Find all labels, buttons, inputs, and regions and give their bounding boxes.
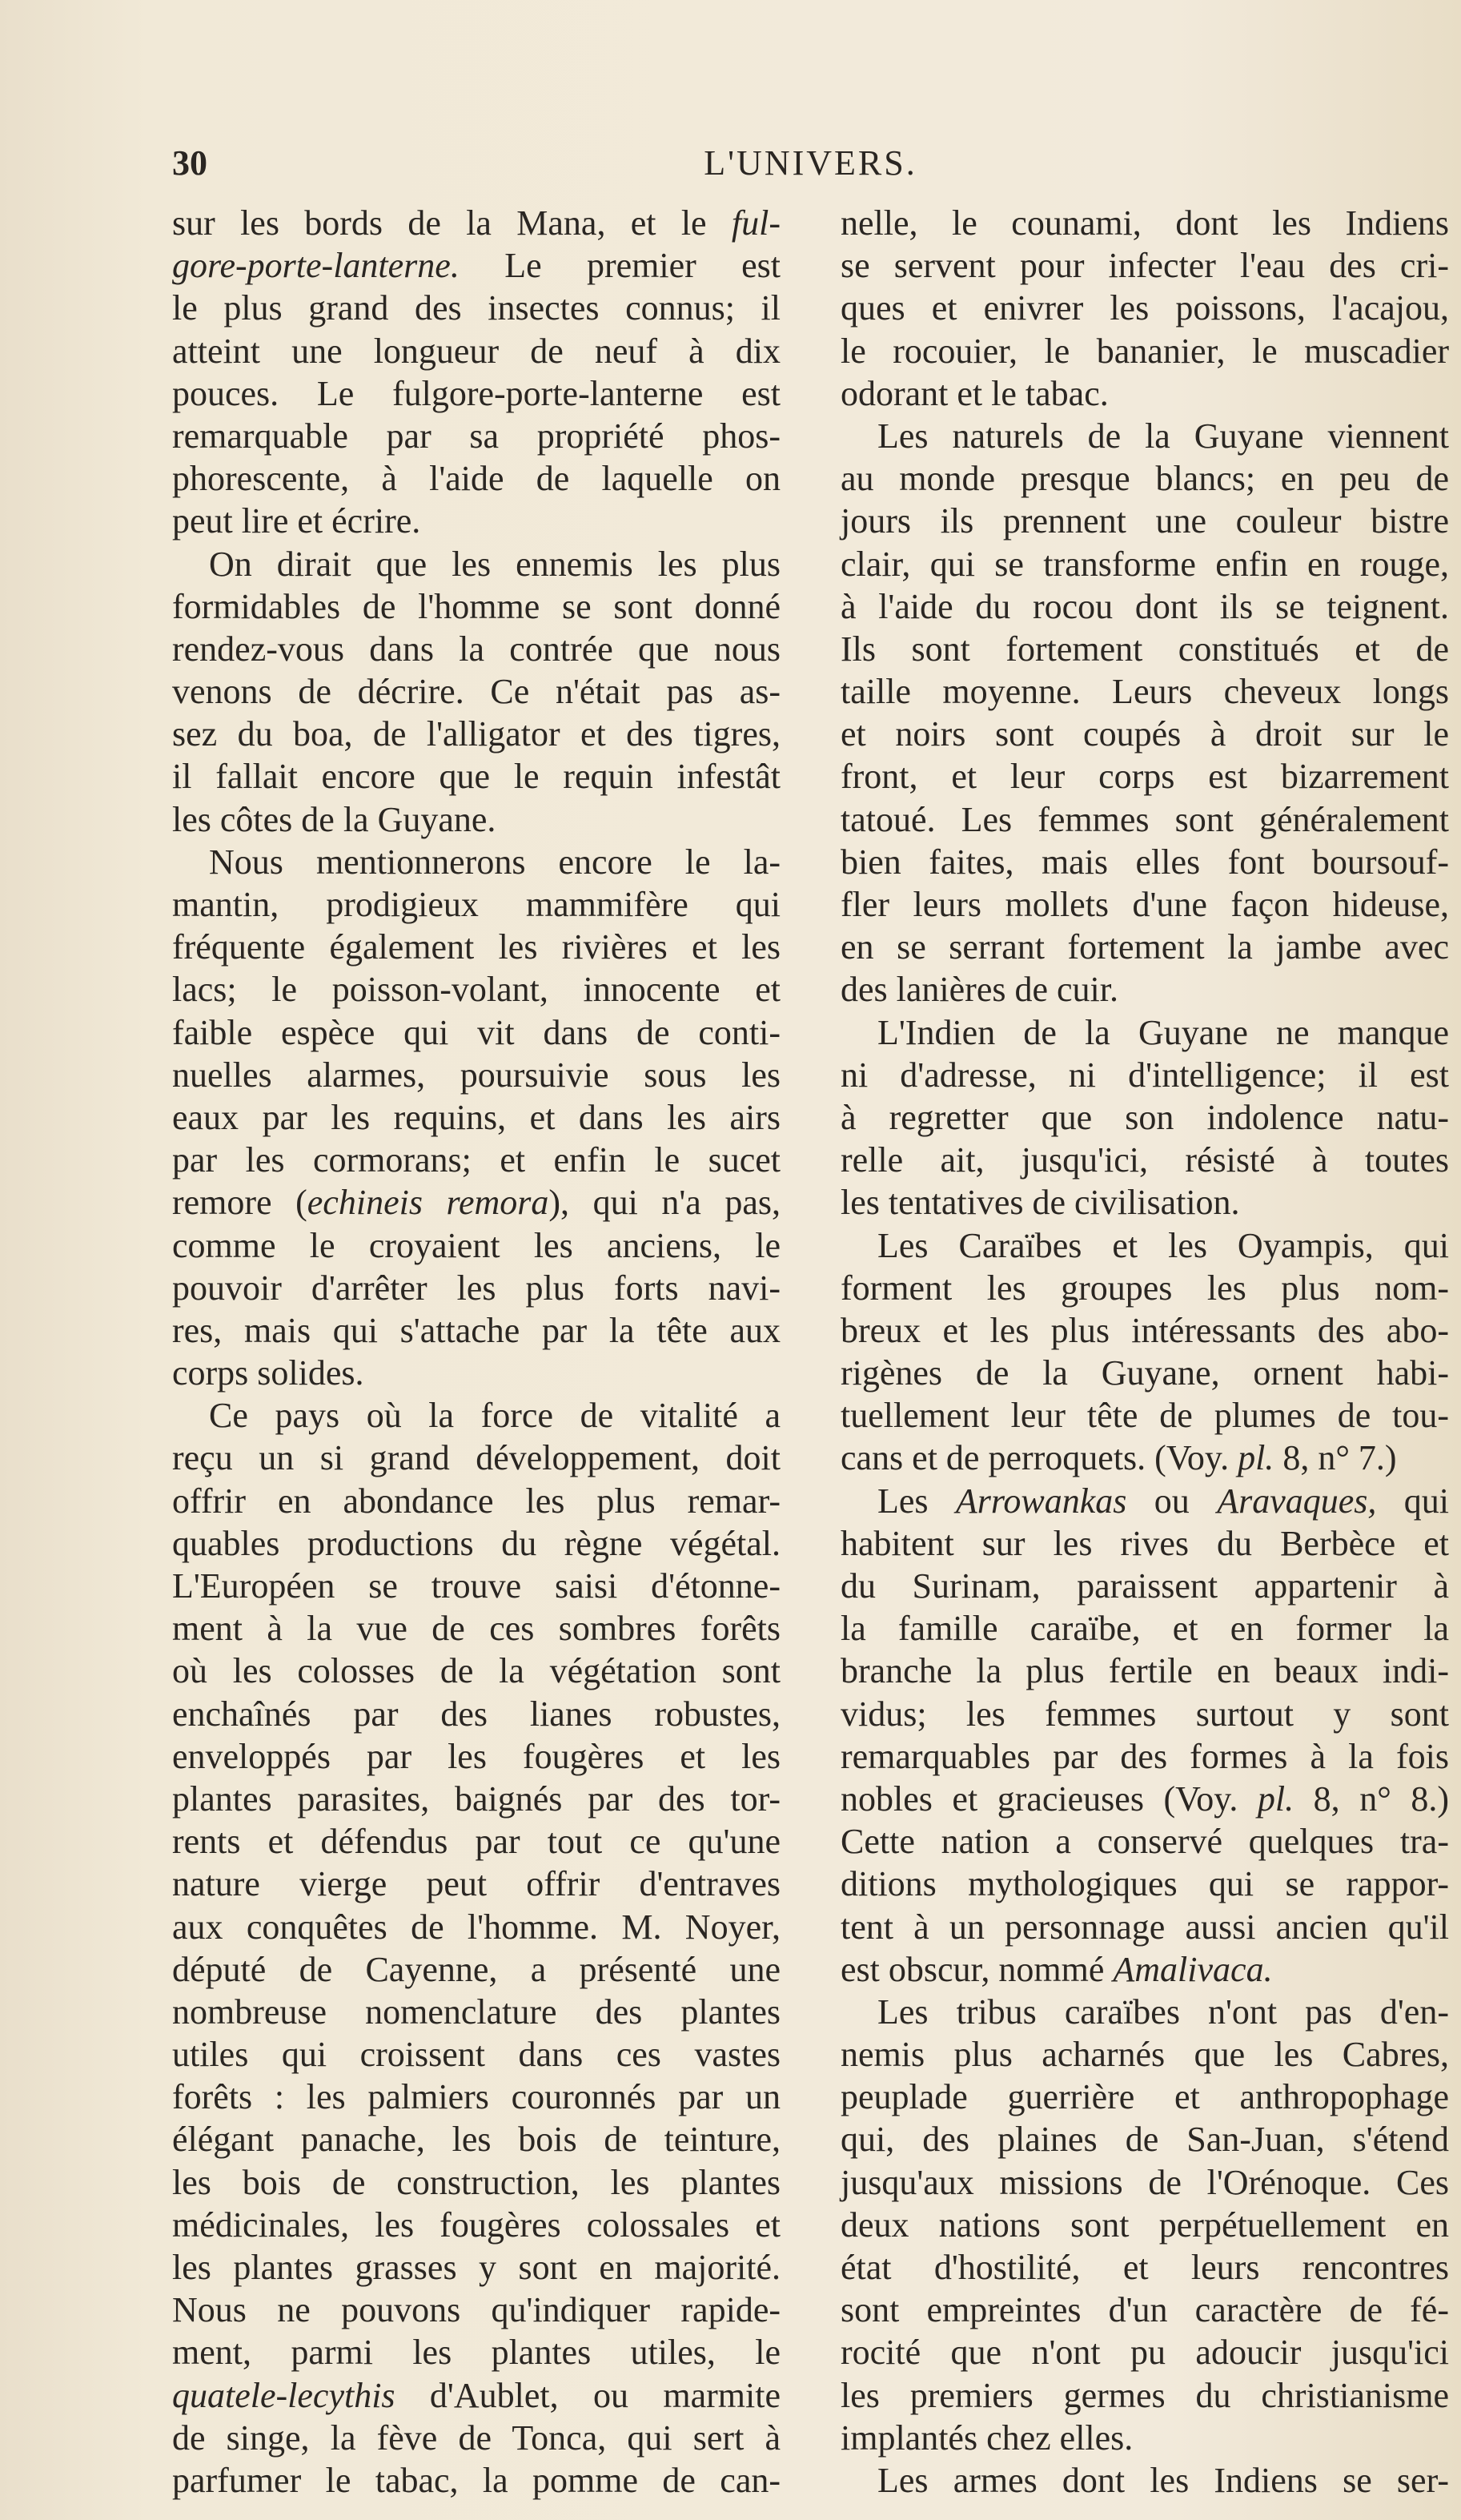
text-line <box>172 202 781 244</box>
text-line <box>172 841 781 883</box>
text-line <box>841 628 1449 670</box>
text-line <box>841 2076 1449 2118</box>
text-segment: les bois de construction, les plantes <box>172 2162 781 2202</box>
text-segment: enveloppés par les fougères et les <box>172 1736 781 1776</box>
text-segment: L'Indien de la Guyane ne manque <box>877 1012 1449 1052</box>
text-segment: rigènes de la Guyane, ornent habi- <box>841 1353 1449 1393</box>
text-segment: ni d'adresse, ni d'intelligence; il est <box>841 1055 1449 1095</box>
italic-text: pl. <box>1257 1778 1294 1819</box>
text-segment: élégant panache, les bois de teinture, <box>172 2120 781 2160</box>
text-line <box>841 670 1449 713</box>
text-segment: les premiers germes du christianisme <box>841 2375 1449 2415</box>
text-segment: venons de décrire. Ce n'était pas as- <box>172 672 781 712</box>
text-line <box>172 543 781 585</box>
text-line <box>841 2204 1449 2246</box>
text-segment: pouces. Le fulgore-porte-lanterne est <box>172 373 781 413</box>
text-segment: rocité que n'ont pu adoucir jusqu'ici <box>841 2333 1449 2373</box>
text-segment: les tentatives de civilisation. <box>841 1183 1240 1223</box>
text-segment: rents et défendus par tout ce qu'une <box>172 1822 781 1862</box>
text-segment: fler leurs mollets d'une façon hideuse, <box>841 885 1449 924</box>
text-line <box>841 287 1449 329</box>
text-line <box>841 1139 1449 1181</box>
text-line <box>841 2246 1449 2289</box>
text-segment: peuplade guerrière et anthropophage <box>841 2077 1449 2117</box>
text-line <box>841 968 1449 1011</box>
text-segment: Les naturels de la Guyane viennent <box>877 416 1449 456</box>
text-line <box>172 1480 781 1522</box>
text-line <box>841 2459 1449 2502</box>
text-segment: qui <box>1376 1481 1450 1521</box>
text-line <box>172 1181 781 1224</box>
text-segment: branche la plus fertile en beaux indi- <box>841 1651 1449 1691</box>
italic-text: Amalivaca. <box>1113 1949 1273 1989</box>
text-segment: deux nations sont perpétuellement en <box>841 2204 1449 2245</box>
text-line <box>841 1650 1449 1692</box>
text-segment: mantin, prodigieux mammifère qui <box>172 885 781 924</box>
text-segment: tuellement leur tête de plumes de tou- <box>841 1396 1449 1436</box>
text-segment: breux et les plus intéressants des abo- <box>841 1310 1449 1350</box>
text-line <box>841 1224 1449 1267</box>
text-segment: nelle, le counami, dont les Indiens <box>841 203 1449 243</box>
text-line <box>841 2033 1449 2076</box>
text-line <box>172 2374 781 2417</box>
italic-text: Arrowankas <box>955 1481 1127 1521</box>
text-line <box>172 2417 781 2459</box>
text-line <box>172 1054 781 1096</box>
text-segment: reçu un si grand développement, doit <box>172 1438 781 1478</box>
text-line <box>841 1607 1449 1650</box>
text-line <box>172 2161 781 2204</box>
text-line <box>172 2118 781 2160</box>
italic-text: echineis remora <box>307 1183 549 1223</box>
text-line <box>841 457 1449 500</box>
text-line <box>172 2033 781 2076</box>
text-line <box>172 2204 781 2246</box>
text-line <box>172 968 781 1011</box>
text-segment: sur les bords de la Mana, et le <box>172 203 732 243</box>
text-segment: à l'aide du rocou dont ils se teignent. <box>841 586 1449 626</box>
text-segment: forment les groupes les plus nom- <box>841 1268 1449 1308</box>
page-number: 30 <box>172 143 207 183</box>
text-line <box>172 1778 781 1820</box>
text-segment: aux conquêtes de l'homme. M. Noyer, <box>172 1907 781 1947</box>
text-line <box>172 1863 781 1905</box>
text-segment: député de Cayenne, a présenté une <box>172 1949 781 1989</box>
text-line <box>172 287 781 329</box>
text-segment: quables productions du règne végétal. <box>172 1523 781 1563</box>
text-line <box>172 372 781 415</box>
text-segment: de singe, la fève de Tonca, qui sert à <box>172 2418 781 2458</box>
text-line <box>841 2161 1449 2204</box>
running-title: L'UNIVERS. <box>704 143 917 183</box>
text-line <box>172 1309 781 1352</box>
text-line <box>841 1267 1449 1309</box>
text-line <box>841 415 1449 457</box>
text-segment: corps solides. <box>172 1353 364 1393</box>
text-segment: formidables de l'homme se sont donné <box>172 586 781 626</box>
italic-text: ful- <box>731 203 781 243</box>
text-line <box>172 926 781 968</box>
page-header <box>172 143 1449 191</box>
text-line <box>172 415 781 457</box>
text-line <box>841 1480 1449 1522</box>
text-segment: la famille caraïbe, et en former la <box>841 1609 1449 1649</box>
text-segment: remarquable par sa propriété phos- <box>172 416 781 456</box>
text-line <box>841 372 1449 415</box>
text-segment: à regretter que son indolence natu- <box>841 1097 1449 1137</box>
italic-text: pl. <box>1238 1438 1274 1478</box>
text-segment: Nous ne pouvons qu'indiquer rapide- <box>172 2290 781 2330</box>
text-segment: pouvoir d'arrêter les plus forts navi- <box>172 1268 781 1308</box>
text-line <box>841 1906 1449 1948</box>
text-segment: des lanières de cuir. <box>841 970 1118 1010</box>
text-line <box>841 2374 1449 2417</box>
text-line <box>172 1735 781 1778</box>
text-line <box>172 798 781 841</box>
text-line <box>841 926 1449 968</box>
text-segment: nature vierge peut offrir d'entraves <box>172 1864 781 1904</box>
text-segment: nombreuse nomenclature des plantes <box>172 1991 781 2032</box>
text-line <box>172 1607 781 1650</box>
text-segment: se servent pour infecter l'eau des cri- <box>841 246 1449 286</box>
text-line <box>841 585 1449 628</box>
text-line <box>841 1054 1449 1096</box>
text-segment: parfumer le tabac, la pomme de can- <box>172 2460 781 2500</box>
text-line <box>172 1820 781 1863</box>
text-segment: L'Européen se trouve saisi d'étonne- <box>172 1566 781 1606</box>
text-line <box>172 330 781 372</box>
text-segment: les côtes de la Guyane. <box>172 799 496 839</box>
text-segment: tent à un personnage aussi ancien qu'il <box>841 1907 1449 1947</box>
text-line <box>172 1267 781 1309</box>
text-line <box>172 244 781 287</box>
text-segment: remore ( <box>172 1183 307 1223</box>
text-segment: habitent sur les rives du Berbèce et <box>841 1523 1449 1563</box>
text-line <box>841 883 1449 926</box>
text-segment: odorant et le tabac. <box>841 373 1109 413</box>
text-line <box>172 883 781 926</box>
italic-text: gore-porte-lanterne. <box>172 246 460 286</box>
text-line <box>172 628 781 670</box>
text-segment: jours ils prennent une couleur bistre <box>841 501 1449 541</box>
text-segment: implantés chez elles. <box>841 2418 1134 2458</box>
text-line <box>841 1863 1449 1905</box>
text-line <box>841 1437 1449 1479</box>
text-segment: comme le croyaient les anciens, le <box>172 1225 781 1265</box>
text-segment: Les tribus caraïbes n'ont pas d'en- <box>877 1991 1449 2032</box>
text-segment: front, et leur corps est bizarrement <box>841 757 1449 797</box>
text-segment: enchaînés par des lianes robustes, <box>172 1694 781 1734</box>
text-line <box>172 1352 781 1394</box>
text-segment: On dirait que les ennemis les plus <box>209 544 781 584</box>
text-segment: utiles qui croissent dans ces vastes <box>172 2035 781 2075</box>
text-segment: qui, des plaines de San-Juan, s'étend <box>841 2120 1449 2160</box>
text-line <box>841 1991 1449 2033</box>
text-line <box>841 500 1449 542</box>
text-segment: où les colosses de la végétation sont <box>172 1651 781 1691</box>
text-segment: rendez-vous dans la contrée que nous <box>172 629 781 669</box>
text-line <box>841 798 1449 841</box>
text-segment: Nous mentionnerons encore le la- <box>209 842 781 882</box>
text-line <box>172 585 781 628</box>
text-segment: il fallait encore que le requin infestât <box>172 757 781 797</box>
text-segment: les plantes grasses y sont en majorité. <box>172 2248 781 2287</box>
text-segment: d'Aublet, ou marmite <box>395 2375 781 2415</box>
text-segment: du Surinam, paraissent appartenir à <box>841 1566 1449 1606</box>
text-segment: vidus; les femmes surtout y sont <box>841 1694 1449 1734</box>
text-line <box>172 1522 781 1565</box>
text-segment: Les Caraïbes et les Oyampis, qui <box>877 1225 1449 1265</box>
text-line <box>841 1096 1449 1139</box>
text-line <box>172 2246 781 2289</box>
text-segment: en se serrant fortement la jambe avec <box>841 927 1449 967</box>
text-line <box>841 713 1449 755</box>
text-line <box>841 1011 1449 1054</box>
text-segment: Ils sont fortement constitués et de <box>841 629 1449 669</box>
text-segment: 8, n° 8.) <box>1294 1778 1449 1819</box>
text-line <box>172 1991 781 2033</box>
text-line <box>172 2289 781 2331</box>
text-line <box>841 1778 1449 1820</box>
text-segment: tatoué. Les femmes sont généralement <box>841 799 1449 839</box>
text-segment: Les armes dont les Indiens se ser- <box>877 2460 1449 2500</box>
text-segment: Le premier est <box>459 246 781 286</box>
text-line <box>841 1735 1449 1778</box>
text-segment: ditions mythologiques qui se rappor- <box>841 1864 1449 1904</box>
text-segment: sont empreintes d'un caractère de fé- <box>841 2290 1449 2330</box>
text-line <box>172 2459 781 2502</box>
text-segment: ), qui n'a pas, <box>548 1183 781 1223</box>
text-segment: res, mais qui s'attache par la tête aux <box>172 1310 781 1350</box>
text-line <box>172 1096 781 1139</box>
text-segment: au monde presque blancs; en peu de <box>841 459 1449 499</box>
text-line <box>841 1394 1449 1437</box>
text-line <box>172 2331 781 2373</box>
text-line <box>841 1352 1449 1394</box>
text-line <box>172 500 781 542</box>
text-segment: eaux par les requins, et dans les airs <box>172 1097 781 1137</box>
text-line <box>172 1224 781 1267</box>
text-line <box>841 2331 1449 2373</box>
text-segment: le plus grand des insectes connus; il <box>172 288 781 328</box>
text-segment: ment à la vue de ces sombres forêts <box>172 1609 781 1649</box>
text-segment: médicinales, les fougères colossales et <box>172 2204 781 2245</box>
text-line <box>841 1309 1449 1352</box>
text-segment: relle ait, jusqu'ici, résisté à toutes <box>841 1140 1449 1180</box>
text-segment: par les cormorans; et enfin le sucet <box>172 1140 781 1180</box>
text-line <box>172 1693 781 1735</box>
text-line <box>172 1565 781 1607</box>
text-segment: fréquente également les rivières et les <box>172 927 781 967</box>
text-segment: nemis plus acharnés que les Cabres, <box>841 2035 1449 2075</box>
text-line <box>172 1906 781 1948</box>
text-line <box>841 1693 1449 1735</box>
text-line <box>841 755 1449 798</box>
text-segment: état d'hostilité, et leurs rencontres <box>841 2248 1449 2287</box>
text-line <box>841 244 1449 287</box>
text-segment: bien faites, mais elles font boursouf- <box>841 842 1449 882</box>
text-line <box>172 2076 781 2118</box>
text-segment: jusqu'aux missions de l'Orénoque. Ces <box>841 2162 1449 2202</box>
text-line <box>841 202 1449 244</box>
text-segment: Ce pays où la force de vitalité a <box>209 1396 781 1436</box>
text-segment: ou <box>1126 1481 1218 1521</box>
text-line <box>841 841 1449 883</box>
text-segment: cans et de perroquets. (Voy. <box>841 1438 1238 1478</box>
text-line <box>172 713 781 755</box>
text-segment: remarquables par des formes à la fois <box>841 1736 1449 1776</box>
text-line <box>841 1948 1449 1991</box>
left-column <box>172 202 781 2502</box>
text-line <box>841 2417 1449 2459</box>
text-segment: Les <box>877 1481 956 1521</box>
text-segment: peut lire et écrire. <box>172 501 421 541</box>
text-line <box>172 1437 781 1479</box>
text-line <box>841 1820 1449 1863</box>
text-line <box>172 755 781 798</box>
text-line <box>172 457 781 500</box>
text-segment: faible espèce qui vit dans de conti- <box>172 1012 781 1052</box>
text-segment: nobles et gracieuses (Voy. <box>841 1778 1258 1819</box>
right-column <box>841 202 1449 2502</box>
text-segment: atteint une longueur de neuf à dix <box>172 331 781 371</box>
text-line <box>841 330 1449 372</box>
text-segment: et noirs sont coupés à droit sur le <box>841 714 1449 754</box>
text-segment: offrir en abondance les plus remar- <box>172 1481 781 1521</box>
text-line <box>841 2118 1449 2160</box>
text-line <box>172 670 781 713</box>
text-segment: lacs; le poisson-volant, innocente et <box>172 970 781 1010</box>
text-line <box>841 2289 1449 2331</box>
text-segment: ment, parmi les plantes utiles, le <box>172 2333 781 2373</box>
text-line <box>172 1139 781 1181</box>
text-segment: Cette nation a conservé quelques tra- <box>841 1822 1449 1862</box>
text-line <box>841 1181 1449 1224</box>
text-segment: nuelles alarmes, poursuivie sous les <box>172 1055 781 1095</box>
text-segment: taille moyenne. Leurs cheveux longs <box>841 672 1449 712</box>
text-segment: sez du boa, de l'alligator et des tigres, <box>172 714 781 754</box>
text-line <box>841 1522 1449 1565</box>
text-segment: forêts : les palmiers couronnés par un <box>172 2077 781 2117</box>
text-line <box>172 1650 781 1692</box>
text-segment: le rocouier, le bananier, le muscadier <box>841 331 1449 371</box>
italic-text: Aravaques, <box>1217 1481 1377 1521</box>
text-line <box>172 1394 781 1437</box>
text-line <box>172 1948 781 1991</box>
text-segment: clair, qui se transforme enfin en rouge, <box>841 544 1449 584</box>
text-line <box>841 1565 1449 1607</box>
text-segment: 8, n° 7.) <box>1274 1438 1397 1478</box>
italic-text: quatele-lecythis <box>172 2375 395 2415</box>
text-line <box>172 1011 781 1054</box>
text-segment: plantes parasites, baignés par des tor- <box>172 1778 781 1819</box>
text-line <box>841 543 1449 585</box>
text-segment: ques et enivrer les poissons, l'acajou, <box>841 288 1449 328</box>
text-segment: est obscur, nommé <box>841 1949 1114 1989</box>
text-segment: phorescente, à l'aide de laquelle on <box>172 459 781 499</box>
